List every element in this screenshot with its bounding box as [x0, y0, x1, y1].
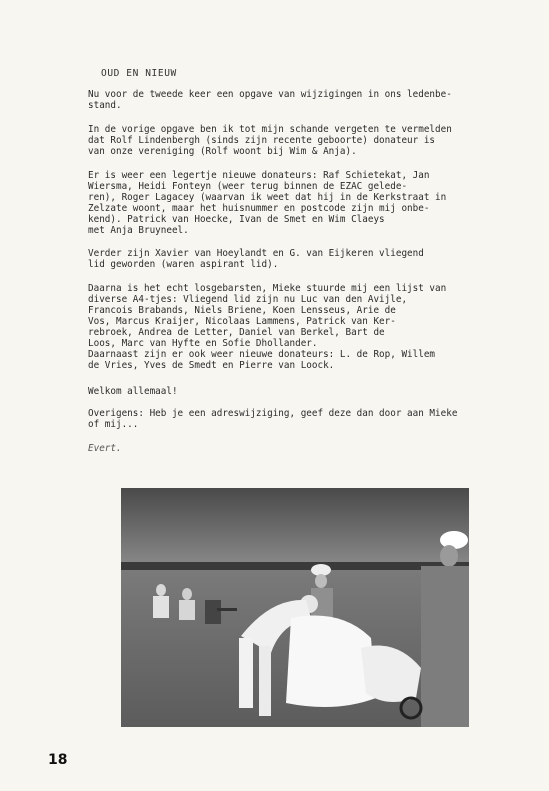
text-line: diverse A4-tjes: Vliegend lid zijn nu Luc van den Avijle,: [88, 294, 408, 305]
text-line: Nu voor de tweede keer een opgave van wijzigingen in ons ledenbe-: [88, 89, 452, 100]
text-line: ren), Roger Lagacey (waarvan ik weet dat hij in de Kerkstraat in: [88, 192, 447, 203]
text-line: Vos, Marcus Kraijer, Nicolaas Lammens, Patrick van Ker-: [88, 316, 396, 327]
text-line: In de vorige opgave ben ik tot mijn schande vergeten te vermelden: [88, 124, 452, 135]
text-line: Overigens: Heb je een adreswijziging, geef deze dan door aan Mieke: [88, 408, 458, 419]
paragraph-intro: [88, 89, 458, 111]
text-line: Daarna is het echt losgebarsten, Mieke stuurde mij een lijst van: [88, 283, 447, 294]
text-line: of mij...: [88, 419, 139, 430]
paragraph-correction: [88, 124, 458, 157]
text-line: dat Rolf Lindenbergh (sinds zijn recente geboorte) donateur is: [88, 135, 436, 146]
page-number: 18: [48, 752, 68, 768]
text-line: met Anja Bruyneel.: [88, 225, 189, 236]
text-line: Loos, Marc van Hyfte en Sofie Dhollander.: [88, 338, 318, 349]
text-line: de Vries, Yves de Smedt en Pierre van Loock.: [88, 360, 335, 371]
photo-illustration: [121, 488, 469, 727]
article-title: OUD EN NIEUW: [101, 68, 177, 79]
paragraph-welcome: [88, 386, 458, 397]
text-line: Wiersma, Heidi Fonteyn (weer terug binnen de EZAC gelede-: [88, 181, 408, 192]
text-line: Welkom allemaal!: [88, 386, 178, 397]
text-line: Zelzate woont, maar het huisnummer en postcode zijn mij onbe-: [88, 203, 430, 214]
text-line: lid geworden (waren aspirant lid).: [88, 259, 279, 270]
paragraph-flying-members: [88, 248, 458, 270]
text-line: rebroek, Andrea de Letter, Daniel van Berkel, Bart de: [88, 327, 385, 338]
paragraph-member-list: [88, 283, 458, 371]
text-line: kend). Patrick van Hoecke, Ivan de Smet en Wim Claeys: [88, 214, 385, 225]
text-line: Francois Brabands, Niels Briene, Koen Lensseus, Arie de: [88, 305, 396, 316]
text-line: stand.: [88, 100, 122, 111]
text-line: van onze vereniging (Rolf woont bij Wim & Anja).: [88, 146, 357, 157]
signature: [88, 443, 458, 454]
text-line: Daarnaast zijn er ook weer nieuwe donateurs: L. de Rop, Willem: [88, 349, 436, 360]
text-line: Evert.: [88, 443, 122, 454]
paragraph-new-donors: [88, 170, 458, 236]
paragraph-address-change: [88, 408, 458, 430]
airfield-photo: [121, 488, 469, 727]
text-line: Verder zijn Xavier van Hoeylandt en G. van Eijkeren vliegend: [88, 248, 424, 259]
text-line: Er is weer een legertje nieuwe donateurs: Raf Schietekat, Jan: [88, 170, 430, 181]
